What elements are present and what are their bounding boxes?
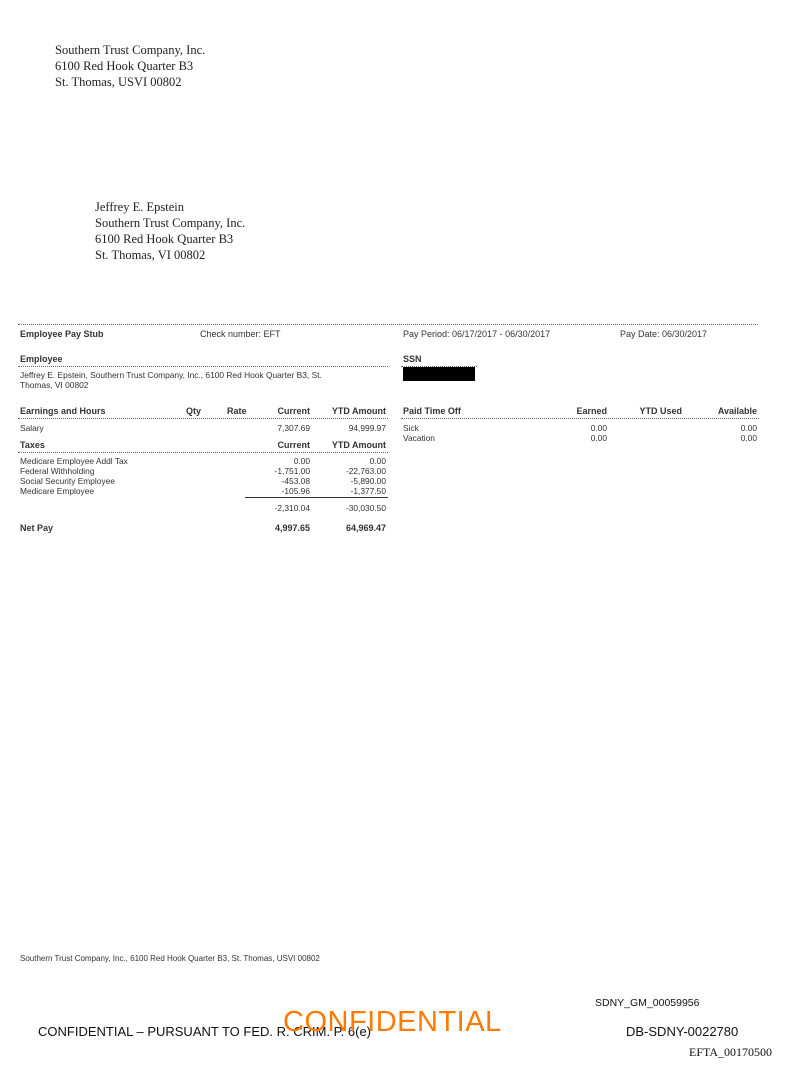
pto-earned-vacation: 0.00 — [590, 433, 607, 443]
earnings-header-ytd: YTD Amount — [331, 406, 386, 416]
tax-label-medicare-addl: Medicare Employee Addl Tax — [20, 456, 128, 466]
taxes-total-current: -2,310.04 — [274, 503, 310, 513]
pto-available-vacation: 0.00 — [740, 433, 757, 443]
employee-label: Employee — [20, 354, 63, 364]
tax-ytd-medicare-addl: 0.00 — [369, 456, 386, 466]
recipient-name: Jeffrey E. Epstein — [95, 200, 184, 214]
taxes-ytd-column — [318, 456, 386, 496]
earnings-row-label: Salary — [20, 423, 44, 433]
tax-current-medicare: -105.96 — [281, 486, 310, 496]
tax-label-social-security: Social Security Employee — [20, 476, 115, 486]
stub-top-rule — [18, 324, 758, 325]
pto-header-used: YTD Used — [639, 406, 682, 416]
recipient-address-line2: St. Thomas, VI 00802 — [95, 248, 206, 262]
pto-label-sick: Sick — [403, 423, 419, 433]
pto-earned-column — [560, 423, 607, 443]
net-pay-current: 4,997.65 — [274, 523, 310, 533]
employee-rule — [18, 366, 388, 367]
employee-info — [20, 370, 322, 390]
pto-header-rule — [401, 418, 759, 419]
tax-current-federal: -1,751.00 — [274, 466, 310, 476]
net-pay-label: Net Pay — [20, 523, 54, 533]
taxes-current-column — [250, 456, 310, 496]
bates-db-sdny: DB-SDNY-0022780 — [626, 1024, 739, 1039]
taxes-total-ytd: -30,030.50 — [345, 503, 386, 513]
sender-address — [55, 42, 205, 90]
ssn-redaction — [403, 367, 475, 381]
tax-ytd-social-security: -5,890.00 — [350, 476, 386, 486]
tax-current-medicare-addl: 0.00 — [293, 456, 310, 466]
tax-ytd-medicare: -1,377.50 — [350, 486, 386, 496]
stub-title: Employee Pay Stub — [20, 329, 104, 339]
taxes-header-current: Current — [277, 440, 310, 450]
footer-address: Southern Trust Company, Inc., 6100 Red Hook Quarter B3, St. Thomas, USVI 00802 — [20, 954, 320, 963]
tax-label-medicare: Medicare Employee — [20, 486, 95, 496]
tax-ytd-federal: -22,763.00 — [345, 466, 386, 476]
pto-header-available: Available — [717, 406, 757, 416]
tax-label-federal: Federal Withholding — [20, 466, 95, 476]
employee-info-line2: Thomas, VI 00802 — [20, 380, 89, 390]
pto-label-vacation: Vacation — [403, 433, 435, 443]
pto-labels — [403, 423, 435, 443]
bates-sdny-gm: SDNY_GM_00059956 — [595, 997, 700, 1009]
bates-efta: EFTA_00170500 — [689, 1045, 773, 1059]
pay-date: Pay Date: 06/30/2017 — [620, 329, 708, 339]
confidential-watermark: CONFIDENTIAL — [283, 1006, 502, 1038]
recipient-address-line1: 6100 Red Hook Quarter B3 — [95, 232, 234, 246]
tax-current-social-security: -453.08 — [281, 476, 310, 486]
earnings-header-qty: Qty — [186, 406, 202, 416]
earnings-row-current: 7,307.69 — [277, 423, 310, 433]
pto-available-sick: 0.00 — [740, 423, 757, 433]
pto-earned-sick: 0.00 — [590, 423, 607, 433]
pay-period: Pay Period: 06/17/2017 - 06/30/2017 — [403, 329, 551, 339]
sender-address-line2: St. Thomas, USVI 00802 — [55, 75, 182, 89]
sender-name: Southern Trust Company, Inc. — [55, 43, 206, 57]
recipient-company: Southern Trust Company, Inc. — [95, 216, 246, 230]
confidential-notice: CONFIDENTIAL – PURSUANT TO FED. R. CRIM. P. 6(e) — [38, 1024, 372, 1039]
ssn-label: SSN — [403, 354, 422, 364]
recipient-address — [95, 199, 245, 263]
taxes-row — [20, 456, 128, 496]
earnings-header-rate: Rate — [227, 406, 247, 416]
employee-info-line1: Jeffrey E. Epstein, Southern Trust Company, Inc., 6100 Red Hook Quarter B3, St. — [20, 370, 322, 380]
net-pay-ytd: 64,969.47 — [345, 523, 386, 533]
earnings-header-label: Earnings and Hours — [20, 406, 106, 416]
taxes-header-ytd: YTD Amount — [331, 440, 386, 450]
taxes-header-rule — [18, 452, 388, 453]
earnings-row-ytd: 94,999.97 — [348, 423, 386, 433]
earnings-header-rule — [18, 418, 388, 419]
sender-address-line1: 6100 Red Hook Quarter B3 — [55, 59, 194, 73]
pto-available-column — [700, 423, 757, 443]
pto-header-earned: Earned — [576, 406, 607, 416]
pto-header-label: Paid Time Off — [403, 406, 461, 416]
taxes-header-label: Taxes — [20, 440, 45, 450]
taxes-total-rule — [245, 497, 388, 498]
check-number: Check number: EFT — [200, 329, 281, 339]
earnings-header-current: Current — [277, 406, 310, 416]
